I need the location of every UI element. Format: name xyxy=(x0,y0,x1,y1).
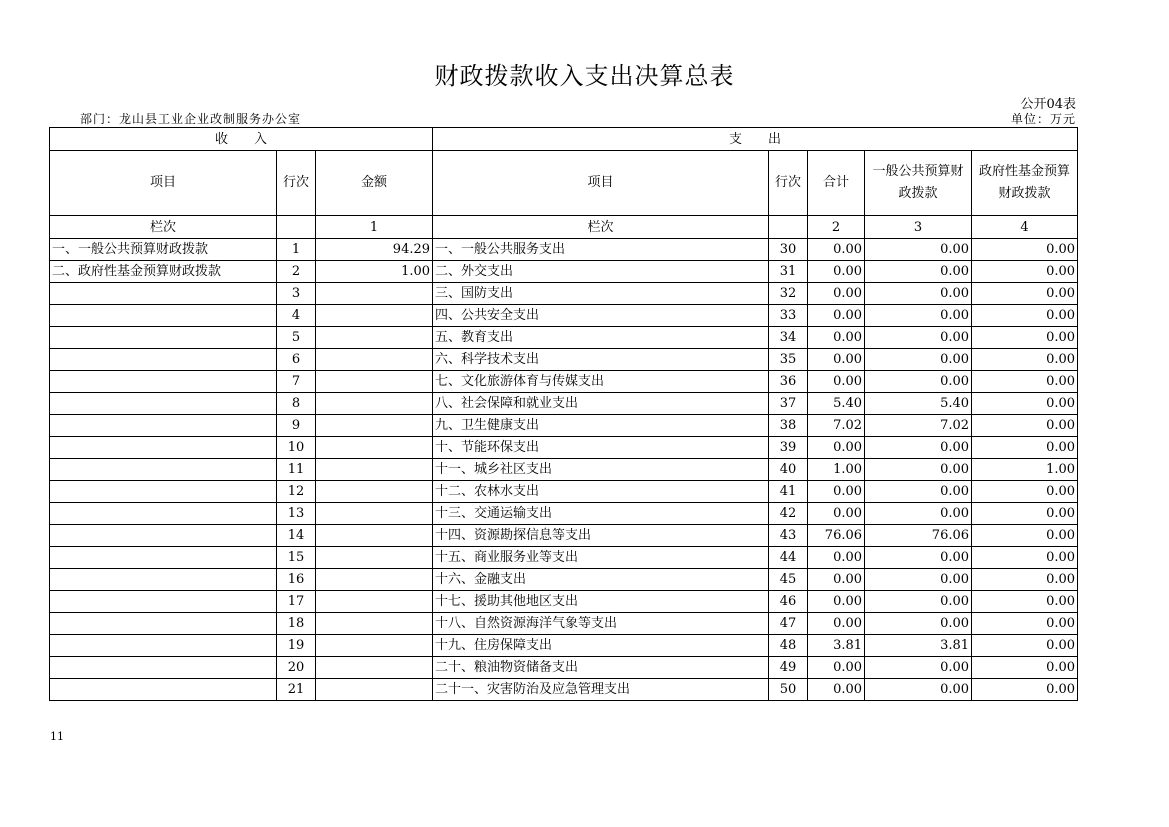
expense-row-no-cell: 50 xyxy=(769,679,808,701)
income-row-no-cell: 6 xyxy=(277,349,316,371)
income-item-cell: 二、政府性基金预算财政拨款 xyxy=(50,261,277,283)
total-cell: 1.00 xyxy=(808,459,865,481)
general-budget-header: 一般公共预算财政拨款 xyxy=(865,151,972,216)
gov-fund-cell: 0.00 xyxy=(972,591,1078,613)
income-row-no-cell: 13 xyxy=(277,503,316,525)
page-title: 财政拨款收入支出决算总表 xyxy=(434,62,735,90)
gov-fund-cell: 0.00 xyxy=(972,481,1078,503)
table-row xyxy=(50,635,1078,657)
expense-row-no-cell: 31 xyxy=(769,261,808,283)
expense-row-no-cell: 48 xyxy=(769,635,808,657)
income-item-cell xyxy=(50,591,277,613)
income-item-cell xyxy=(50,635,277,657)
income-item-cell: 一、一般公共预算财政拨款 xyxy=(50,239,277,261)
income-amount-cell xyxy=(316,437,433,459)
gov-fund-cell: 0.00 xyxy=(972,371,1078,393)
total-cell: 0.00 xyxy=(808,327,865,349)
gov-fund-cell: 0.00 xyxy=(972,437,1078,459)
general-budget-cell: 0.00 xyxy=(865,503,972,525)
gov-fund-cell: 0.00 xyxy=(972,569,1078,591)
expense-row-no-cell: 33 xyxy=(769,305,808,327)
gov-fund-cell: 0.00 xyxy=(972,547,1078,569)
total-cell: 5.40 xyxy=(808,393,865,415)
total-cell: 0.00 xyxy=(808,503,865,525)
general-budget-cell: 3.81 xyxy=(865,635,972,657)
gov-fund-cell: 0.00 xyxy=(972,327,1078,349)
unit-label: 单位：万元 xyxy=(1010,112,1076,126)
general-budget-cell: 5.40 xyxy=(865,393,972,415)
expense-item-cell: 十一、城乡社区支出 xyxy=(433,459,769,481)
income-row-no-cell: 21 xyxy=(277,679,316,701)
col-4-label: 4 xyxy=(972,216,1078,239)
expense-row-no-cell: 43 xyxy=(769,525,808,547)
expense-item-cell: 十三、交通运输支出 xyxy=(433,503,769,525)
expense-item-cell: 一、一般公共服务支出 xyxy=(433,239,769,261)
income-col-label: 栏次 xyxy=(50,216,277,239)
income-amount-cell xyxy=(316,349,433,371)
gov-fund-cell: 0.00 xyxy=(972,239,1078,261)
income-row-no-cell: 18 xyxy=(277,613,316,635)
income-row-no-cell: 11 xyxy=(277,459,316,481)
income-amount-cell xyxy=(316,635,433,657)
gov-fund-cell: 0.00 xyxy=(972,503,1078,525)
expense-item-cell: 十二、农林水支出 xyxy=(433,481,769,503)
gov-fund-cell: 0.00 xyxy=(972,525,1078,547)
total-cell: 3.81 xyxy=(808,635,865,657)
expense-row-no-cell: 40 xyxy=(769,459,808,481)
table-row xyxy=(50,679,1078,701)
expense-item-cell: 十九、住房保障支出 xyxy=(433,635,769,657)
general-budget-cell: 0.00 xyxy=(865,239,972,261)
general-budget-cell: 0.00 xyxy=(865,547,972,569)
income-amount-cell xyxy=(316,327,433,349)
gov-fund-cell: 1.00 xyxy=(972,459,1078,481)
total-cell: 0.00 xyxy=(808,547,865,569)
income-amount-cell xyxy=(316,283,433,305)
total-cell: 0.00 xyxy=(808,261,865,283)
general-budget-cell: 0.00 xyxy=(865,437,972,459)
total-cell: 0.00 xyxy=(808,305,865,327)
table-row xyxy=(50,261,1078,283)
income-item-cell xyxy=(50,437,277,459)
total-cell: 0.00 xyxy=(808,481,865,503)
general-budget-cell: 0.00 xyxy=(865,679,972,701)
income-amount-cell xyxy=(316,503,433,525)
department-label: 部门：龙山县工业企业改制服务办公室 xyxy=(80,112,302,126)
expense-item-cell: 八、社会保障和就业支出 xyxy=(433,393,769,415)
total-cell: 0.00 xyxy=(808,679,865,701)
table-row xyxy=(50,459,1078,481)
table-row xyxy=(50,569,1078,591)
gov-fund-cell: 0.00 xyxy=(972,393,1078,415)
expense-row-no-cell: 41 xyxy=(769,481,808,503)
expense-item-cell: 十八、自然资源海洋气象等支出 xyxy=(433,613,769,635)
general-budget-cell: 7.02 xyxy=(865,415,972,437)
income-item-header: 项目 xyxy=(50,151,277,216)
income-amount-cell: 1.00 xyxy=(316,261,433,283)
income-row-no-cell: 19 xyxy=(277,635,316,657)
table-row xyxy=(50,327,1078,349)
income-row-no-cell: 12 xyxy=(277,481,316,503)
income-item-cell xyxy=(50,459,277,481)
gov-fund-cell: 0.00 xyxy=(972,613,1078,635)
expense-item-cell: 二、外交支出 xyxy=(433,261,769,283)
income-col-no-empty xyxy=(277,216,316,239)
income-row-no-cell: 16 xyxy=(277,569,316,591)
general-budget-cell: 0.00 xyxy=(865,283,972,305)
table-row xyxy=(50,591,1078,613)
income-amount-cell xyxy=(316,547,433,569)
general-budget-cell: 0.00 xyxy=(865,305,972,327)
gov-fund-cell: 0.00 xyxy=(972,635,1078,657)
expense-col-label: 栏次 xyxy=(433,216,769,239)
general-budget-cell: 0.00 xyxy=(865,327,972,349)
expense-item-cell: 五、教育支出 xyxy=(433,327,769,349)
income-row-no-cell: 9 xyxy=(277,415,316,437)
income-row-no-cell: 14 xyxy=(277,525,316,547)
income-item-cell xyxy=(50,525,277,547)
table-row xyxy=(50,437,1078,459)
income-header: 收 入 xyxy=(50,128,433,151)
total-cell: 0.00 xyxy=(808,437,865,459)
general-budget-cell: 0.00 xyxy=(865,657,972,679)
table-row xyxy=(50,481,1078,503)
expense-item-header: 项目 xyxy=(433,151,769,216)
general-budget-cell: 0.00 xyxy=(865,349,972,371)
total-cell: 0.00 xyxy=(808,569,865,591)
gov-fund-cell: 0.00 xyxy=(972,305,1078,327)
expense-row-no-cell: 42 xyxy=(769,503,808,525)
col-3-label: 3 xyxy=(865,216,972,239)
expense-row-no-cell: 45 xyxy=(769,569,808,591)
expense-row-no-cell: 36 xyxy=(769,371,808,393)
income-item-cell xyxy=(50,349,277,371)
expense-item-cell: 十、节能环保支出 xyxy=(433,437,769,459)
income-row-no-cell: 3 xyxy=(277,283,316,305)
income-amount-cell xyxy=(316,371,433,393)
table-row xyxy=(50,657,1078,679)
income-row-no-cell: 2 xyxy=(277,261,316,283)
income-amount-cell xyxy=(316,569,433,591)
expense-row-no-cell: 46 xyxy=(769,591,808,613)
expense-item-cell: 十四、资源勘探信息等支出 xyxy=(433,525,769,547)
income-item-cell xyxy=(50,415,277,437)
income-item-cell xyxy=(50,327,277,349)
gov-fund-header: 政府性基金预算财政拨款 xyxy=(972,151,1078,216)
table-row xyxy=(50,547,1078,569)
income-amount-cell: 94.29 xyxy=(316,239,433,261)
total-cell: 0.00 xyxy=(808,657,865,679)
gov-fund-cell: 0.00 xyxy=(972,679,1078,701)
total-cell: 0.00 xyxy=(808,591,865,613)
income-row-no-cell: 15 xyxy=(277,547,316,569)
table-row xyxy=(50,349,1078,371)
expense-col-no-empty xyxy=(769,216,808,239)
expense-item-cell: 十六、金融支出 xyxy=(433,569,769,591)
table-row xyxy=(50,393,1078,415)
expense-row-no-cell: 37 xyxy=(769,393,808,415)
expense-row-no-cell: 44 xyxy=(769,547,808,569)
income-row-no-cell: 1 xyxy=(277,239,316,261)
income-row-no-cell: 17 xyxy=(277,591,316,613)
expense-row-no-cell: 32 xyxy=(769,283,808,305)
income-amount-cell xyxy=(316,679,433,701)
general-budget-cell: 0.00 xyxy=(865,591,972,613)
income-item-cell xyxy=(50,613,277,635)
table-row xyxy=(50,415,1078,437)
income-row-no-header: 行次 xyxy=(277,151,316,216)
income-amount-cell xyxy=(316,657,433,679)
general-budget-cell: 0.00 xyxy=(865,371,972,393)
expense-row-no-cell: 47 xyxy=(769,613,808,635)
expense-row-no-cell: 35 xyxy=(769,349,808,371)
total-cell: 0.00 xyxy=(808,371,865,393)
table-row xyxy=(50,613,1078,635)
total-cell: 76.06 xyxy=(808,525,865,547)
general-budget-cell: 0.00 xyxy=(865,569,972,591)
expense-row-no-cell: 39 xyxy=(769,437,808,459)
gov-fund-cell: 0.00 xyxy=(972,657,1078,679)
expense-row-no-header: 行次 xyxy=(769,151,808,216)
total-cell: 0.00 xyxy=(808,239,865,261)
col-1-label: 1 xyxy=(316,216,433,239)
income-item-cell xyxy=(50,657,277,679)
gov-fund-cell: 0.00 xyxy=(972,415,1078,437)
expense-row-no-cell: 34 xyxy=(769,327,808,349)
expense-item-cell: 六、科学技术支出 xyxy=(433,349,769,371)
gov-fund-cell: 0.00 xyxy=(972,283,1078,305)
gov-fund-cell: 0.00 xyxy=(972,349,1078,371)
income-amount-cell xyxy=(316,525,433,547)
page-number: 11 xyxy=(50,730,64,743)
col-2-label: 2 xyxy=(808,216,865,239)
total-cell: 0.00 xyxy=(808,283,865,305)
total-cell: 7.02 xyxy=(808,415,865,437)
expense-item-cell: 二十、粮油物资储备支出 xyxy=(433,657,769,679)
total-cell: 0.00 xyxy=(808,349,865,371)
income-row-no-cell: 4 xyxy=(277,305,316,327)
amount-header: 金额 xyxy=(316,151,433,216)
form-number: 公开04表 xyxy=(1020,97,1076,112)
table-row xyxy=(50,305,1078,327)
total-header: 合计 xyxy=(808,151,865,216)
expense-item-cell: 九、卫生健康支出 xyxy=(433,415,769,437)
general-budget-cell: 0.00 xyxy=(865,613,972,635)
income-amount-cell xyxy=(316,459,433,481)
income-amount-cell xyxy=(316,481,433,503)
table-row xyxy=(50,503,1078,525)
income-item-cell xyxy=(50,305,277,327)
budget-table xyxy=(49,127,1078,701)
expense-row-no-cell: 38 xyxy=(769,415,808,437)
gov-fund-cell: 0.00 xyxy=(972,261,1078,283)
table-row xyxy=(50,525,1078,547)
table-row xyxy=(50,371,1078,393)
income-item-cell xyxy=(50,393,277,415)
expense-row-no-cell: 30 xyxy=(769,239,808,261)
income-item-cell xyxy=(50,547,277,569)
income-amount-cell xyxy=(316,393,433,415)
total-cell: 0.00 xyxy=(808,613,865,635)
income-item-cell xyxy=(50,371,277,393)
general-budget-cell: 0.00 xyxy=(865,481,972,503)
expense-item-cell: 三、国防支出 xyxy=(433,283,769,305)
income-amount-cell xyxy=(316,613,433,635)
expense-item-cell: 七、文化旅游体育与传媒支出 xyxy=(433,371,769,393)
income-item-cell xyxy=(50,283,277,305)
expense-row-no-cell: 49 xyxy=(769,657,808,679)
income-row-no-cell: 5 xyxy=(277,327,316,349)
income-amount-cell xyxy=(316,591,433,613)
table-row xyxy=(50,283,1078,305)
table-row xyxy=(50,239,1078,261)
expense-header: 支 出 xyxy=(433,128,1078,151)
income-amount-cell xyxy=(316,415,433,437)
general-budget-cell: 0.00 xyxy=(865,459,972,481)
income-row-no-cell: 7 xyxy=(277,371,316,393)
general-budget-cell: 76.06 xyxy=(865,525,972,547)
income-item-cell xyxy=(50,679,277,701)
income-item-cell xyxy=(50,569,277,591)
expense-item-cell: 四、公共安全支出 xyxy=(433,305,769,327)
income-row-no-cell: 8 xyxy=(277,393,316,415)
expense-item-cell: 十五、商业服务业等支出 xyxy=(433,547,769,569)
income-amount-cell xyxy=(316,305,433,327)
income-row-no-cell: 20 xyxy=(277,657,316,679)
income-item-cell xyxy=(50,481,277,503)
general-budget-cell: 0.00 xyxy=(865,261,972,283)
expense-item-cell: 二十一、灾害防治及应急管理支出 xyxy=(433,679,769,701)
expense-item-cell: 十七、援助其他地区支出 xyxy=(433,591,769,613)
income-row-no-cell: 10 xyxy=(277,437,316,459)
income-item-cell xyxy=(50,503,277,525)
